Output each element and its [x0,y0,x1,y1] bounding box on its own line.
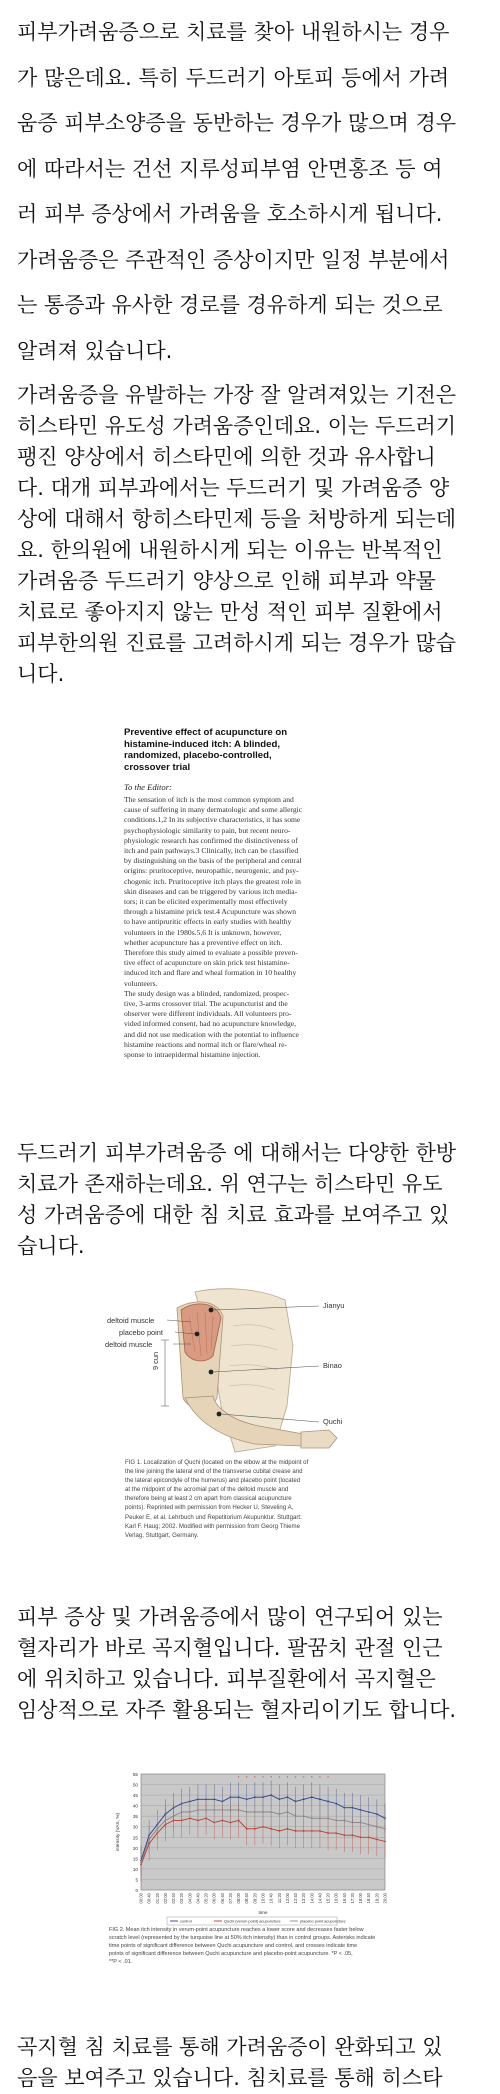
data-point [230,1809,232,1811]
article-body-line: observer were different individuals. All volunteers pro- [124,1009,292,1019]
caption-line: FIG 2. Mean itch intensity in verum-point acupuncture reaches a lower score and decreases faster below [109,1927,364,1933]
paragraph-line: 니다. [17,662,65,686]
paragraph-line: 치료가 존재하는데요. 위 연구는 히스타민 유도 [17,1172,443,1196]
paragraph-line: 에 위치하고 있습니다. 피부질환에서 곡지혈은 [17,1667,436,1691]
figure-2-caption [109,1926,393,1966]
x-tick-label: 14:40 [317,1893,323,1904]
x-tick-label: 06:00 [211,1893,217,1904]
article-body-line: by distinguishing on the basis of the peripheral and central [124,856,302,866]
data-point [156,1828,158,1830]
anatomy-figure [105,1286,387,1546]
data-point [221,1809,223,1811]
x-tick-label: 20:00 [382,1893,388,1904]
caption-line: therefore being at least 2 cm apart from classical acupuncture [125,1495,292,1503]
article-body-line: induced itch and flare and wheal formation in 10 healthy [124,968,297,978]
y-tick-label: 50 [132,1782,138,1788]
paragraph-line: 가려움증은 주관적인 증상이지만 일정 부분에서 [17,247,450,272]
data-point [254,1828,256,1830]
itch-intensity-chart [107,1766,393,1966]
arm-illustration [125,1286,387,1456]
data-point [189,1811,191,1813]
y-axis-label: intensity (VAS, %) [116,1812,121,1852]
x-tick-label: 17:20 [349,1893,355,1904]
article-body [124,795,378,1060]
paragraph-line: 요. 한의원에 내원하시게 되는 이유는 반복적인 [17,538,443,562]
article-body-line: volunteers. [124,978,158,988]
article-body-line: tive, 3-arms crossover trial. The acupuncturist and the [124,999,288,1009]
y-tick-label: 10 [132,1866,138,1872]
x-tick-label: 09:20 [252,1893,258,1904]
x-tick-label: 01:20 [154,1893,160,1904]
article-body-line: tive effect of acupuncture on skin prick test histamine- [124,958,290,968]
x-tick-label: 14:00 [309,1893,315,1904]
paragraph-line: 알려져 있습니다. [17,338,173,363]
data-point [254,1811,256,1813]
placebo-point-label: placebo point [119,1328,163,1337]
significance-marker: * [245,1776,248,1781]
significance-marker: * [262,1776,264,1781]
x-tick-label: 12:40 [293,1893,299,1904]
article-body-line: Therefore this study aimed to evaluate a possible preven- [124,948,298,958]
significance-marker: * [302,1776,305,1781]
significance-marker: * [270,1776,273,1781]
article-body-line: histamine reactions and normal itch or flare/wheal re- [124,1039,287,1049]
data-point [311,1817,313,1819]
quchi-paragraph [17,1602,487,1726]
data-point [140,1862,142,1864]
paragraph-line: 히스타민 유도성 가려움증인데요. 이는 두드러기 [17,414,457,438]
x-tick-label: 12:00 [284,1893,290,1904]
paragraph-line: 팽진 양상에서 히스타민에 의한 것과 유사합니 [17,445,436,469]
article-body-line: The sensation of itch is the most common symptom and [124,795,294,804]
deltoid-label-top: deltoid muscle [107,1316,155,1325]
x-tick-label: 04:00 [187,1893,193,1904]
article-body-line: physiologic research has confirmed the distinctiveness of [124,835,298,845]
article-body-line: psychophysiologic similarity to pain, but recent neuro- [124,825,291,835]
data-point [343,1820,345,1822]
article-body-line: through a histamine prick test.4 Acupuncture was shown [124,907,297,917]
article-body-line: The study design was a blinded, randomized, prospec- [124,988,290,998]
caption-line: time points of significant difference between Quchi acupuncture and control, and crosses indicate time [109,1943,358,1949]
x-tick-label: 08:40 [244,1893,250,1904]
data-point [287,1828,289,1830]
paragraph-line: 피부가려움증으로 치료를 찾아 내원하시는 경우 [17,20,450,44]
significance-marker: * [310,1776,313,1781]
article-body-line: itch and pain pathways.3 Clinically, itch can be classified [124,846,299,856]
data-point [319,1817,321,1819]
x-tick-label: 18:00 [358,1893,364,1904]
caption-line: **P < .01. [109,1959,133,1965]
paragraph-line: 피부 증상 및 가려움증에서 많이 연구되어 있는 [17,1605,443,1629]
paragraph-line: 음을 보여주고 있습니다. 침치료를 통해 히스타 [17,2066,443,2090]
data-point [295,1815,297,1817]
paragraph-line: 두드러기 피부가려움증 에 대해서는 다양한 한방 [17,1141,457,1165]
paragraph-line: 가려움증 두드러기 양상으로 인해 피부과 약물 [17,569,436,593]
significance-marker: * [237,1776,240,1781]
data-point [278,1830,280,1832]
paragraph-line: 임상적으로 자주 활용되는 혈자리이기도 합니다. [17,1698,457,1722]
y-tick-label: 40 [132,1803,138,1809]
significance-marker: * [327,1776,330,1781]
data-point [311,1796,313,1798]
paragraph-line: 가려움증을 유발하는 가장 잘 알려져있는 기전은 [17,383,457,407]
jianyu-label: Jianyu [323,1301,345,1310]
figure-1-caption [125,1458,387,1540]
x-axis-label: time [258,1911,268,1916]
article-title-line: randomized, placebo-controlled, [124,750,272,761]
paragraph-line: 가 많은데요. 특히 두드러기 아토피 등에서 가려 [17,65,450,90]
article-body-line: cause of suffering in many dermatologic and some allergic [124,805,303,815]
caption-line: Peuker E, et al. Lehrbuch und Repetitorium Akupunktur. Stuttgart: [125,1513,302,1521]
article-body-line: volunteers in the 1980s.5,6 It is unknown, however, [124,927,282,937]
data-point [181,1811,183,1813]
measure-label: 9 cun [151,1351,160,1370]
data-point [287,1811,289,1813]
data-point [319,1798,321,1800]
paragraph-line: 성 가려움증에 대한 침 치료 효과를 보여주고 있 [17,1203,450,1227]
data-point [270,1828,272,1830]
data-point [197,1809,199,1811]
paragraph-line: 곡지혈 침 치료를 통해 가려움증이 완화되고 있 [17,2035,443,2059]
y-tick-label: 0 [135,1888,138,1893]
significance-marker: * [253,1776,256,1781]
x-tick-label: 03:20 [179,1893,185,1904]
intro-paragraph [17,10,487,374]
article-body-line: tors; it can be elicited experimentally most effectively [124,897,288,907]
x-tick-label: 00:40 [146,1893,152,1904]
significance-marker: * [318,1776,321,1781]
y-tick-label: 20 [132,1845,138,1851]
conclusion-paragraph [17,2032,487,2094]
data-point [213,1809,215,1811]
x-tick-label: 16:40 [341,1893,347,1904]
histamine-paragraph [17,380,487,690]
x-tick-label: 06:40 [219,1893,225,1904]
article-body-line: to have antipruritic effects in early studies with healthy [124,917,292,927]
data-point [335,1803,337,1805]
y-tick-label: 45 [132,1793,138,1799]
data-point [352,1822,354,1824]
paragraph-line: 치료로 좋아지지 않는 만성 적인 피부 질환에서 [17,600,443,624]
data-point [278,1813,280,1815]
data-point [165,1820,167,1822]
y-tick-label: 30 [132,1824,138,1830]
article-body-line: sponse to intraepidermal histamine injection. [124,1050,261,1060]
caption-line: at the midpoint of the acromial part of the deltoid muscle and [125,1486,289,1494]
data-point [238,1809,240,1811]
data-point [335,1820,337,1822]
significance-marker: * [278,1776,281,1781]
article-body-line: whether acupuncture has a preventive effect on itch. [124,937,283,947]
caption-line: Karl F. Haug; 2002. Modified with permission from Georg Thieme [125,1522,300,1530]
article-title-line: Preventive effect of acupuncture on [124,727,288,738]
data-point [327,1817,329,1819]
data-point [303,1815,305,1817]
data-point [384,1828,386,1830]
data-point [270,1811,272,1813]
article-body-line: skin diseases and can be triggered by various itch media- [124,886,298,896]
x-tick-label: 07:20 [227,1893,233,1904]
x-tick-label: 11:20 [276,1893,282,1904]
paragraph-line: 습니다. [17,1234,85,1258]
quchi-label: Quchi [323,1417,343,1426]
article-title-line: histamine-induced itch: A blinded, [124,738,280,750]
caption-line: points of significant difference between Quchi acupuncture and placebo-point acupuncture. *P < .05, [109,1951,353,1957]
article-body-line: and did not use medication with the potential to influence [124,1029,299,1039]
data-point [173,1815,175,1817]
x-tick-label: 04:40 [195,1893,201,1904]
paragraph-line: 피부한의원 진료를 고려하시게 되는 경우가 많습 [17,631,457,655]
data-point [246,1828,248,1830]
data-point [205,1809,207,1811]
paragraph-line: 혈자리가 바로 곡지혈입니다. 팔꿈치 관절 인근 [17,1636,443,1660]
paragraph-line: 에 따라서는 건선 지루성피부염 안면홍조 등 여 [17,156,443,181]
x-tick-label: 18:40 [366,1893,372,1904]
data-point [262,1811,264,1813]
data-point [327,1801,329,1803]
paragraph-line: 는 통증과 유사한 경로를 경유하게 되는 것으로 [17,293,443,317]
data-point [270,1794,272,1796]
paragraph-line: 움증 피부소양증을 동반하는 경우가 많으며 경우 [17,111,457,135]
x-tick-label: 10:00 [260,1893,266,1904]
article-body-line: vided informed consent, had no acupuncture knowledge, [124,1019,297,1029]
y-tick-label: 25 [132,1835,138,1841]
data-point [246,1811,248,1813]
caption-line: FIG 1. Localization of Quchi (located on the elbow at the midpoint of [125,1459,309,1466]
article-salutation: To the Editor: [124,782,172,792]
x-tick-label: 08:00 [236,1893,242,1904]
data-point [368,1824,370,1826]
x-tick-label: 00:00 [138,1893,144,1904]
x-tick-label: 02:40 [171,1893,177,1904]
article-body-line: conditions.1,2 In its subjective characteristics, it has some [124,815,301,825]
x-tick-label: 19:20 [374,1893,380,1904]
article-body-line: chogenic itch. Pruritoceptive itch plays the greatest role in [124,876,301,886]
x-tick-label: 10:40 [268,1893,274,1904]
paragraph-line: 러 피부 증상에서 가려움을 호소하시게 됩니다. [17,202,443,226]
x-tick-label: 05:20 [203,1893,209,1904]
caption-line: the lateral epicondyle of the humerus) and placebo point (located [125,1477,301,1485]
x-tick-label: 13:20 [301,1893,307,1904]
legend-entry: Quchi (verum point) acupuncture [224,1918,281,1924]
caption-line: scratch level (represented by the turquoise line at 50% itch intensity) than in control groups. Asterisks indicate [109,1935,376,1941]
caption-line: points). Reprinted with permission from Hecker U, Steveling A, [125,1504,294,1512]
deltoid-label-bottom: deltoid muscle [105,1340,153,1349]
article-title-line: crossover trial [124,761,191,773]
binao-label: Binao [323,1361,342,1370]
chart-svg [107,1766,393,1926]
article-excerpt-image [124,727,378,1147]
legend-entry: placebo point acupuncture [300,1918,346,1924]
data-point [303,1798,305,1800]
x-tick-label: 16:00 [333,1893,339,1904]
y-tick-label: 5 [135,1877,138,1883]
data-point [376,1826,378,1828]
significance-marker: * [294,1776,297,1781]
caption-line: the line joining the lateral end of the transverse cubital crease and [125,1468,303,1476]
x-tick-label: 02:00 [162,1893,168,1904]
legend-entry: control [180,1918,192,1924]
data-point [360,1822,362,1824]
paragraph-line: 상에 대해서 항히스타민제 등을 처방하게 되는데 [17,507,457,531]
data-point [148,1838,150,1840]
x-tick-label: 15:20 [325,1893,331,1904]
paragraph-line: 다. 대개 피부과에서는 두드러기 및 가려움증 양 [17,476,450,500]
article-title [124,727,378,773]
treatment-paragraph [17,1138,487,1262]
significance-marker: * [286,1776,289,1781]
y-tick-label: 55 [132,1772,138,1777]
caption-line: Verlag, Stuttgart, Germany. [125,1531,199,1539]
y-tick-label: 15 [132,1856,138,1862]
article-body-line: origins: pruritoceptive, neuropathic, neurogenic, and psy- [124,866,299,876]
y-tick-label: 35 [132,1814,138,1820]
